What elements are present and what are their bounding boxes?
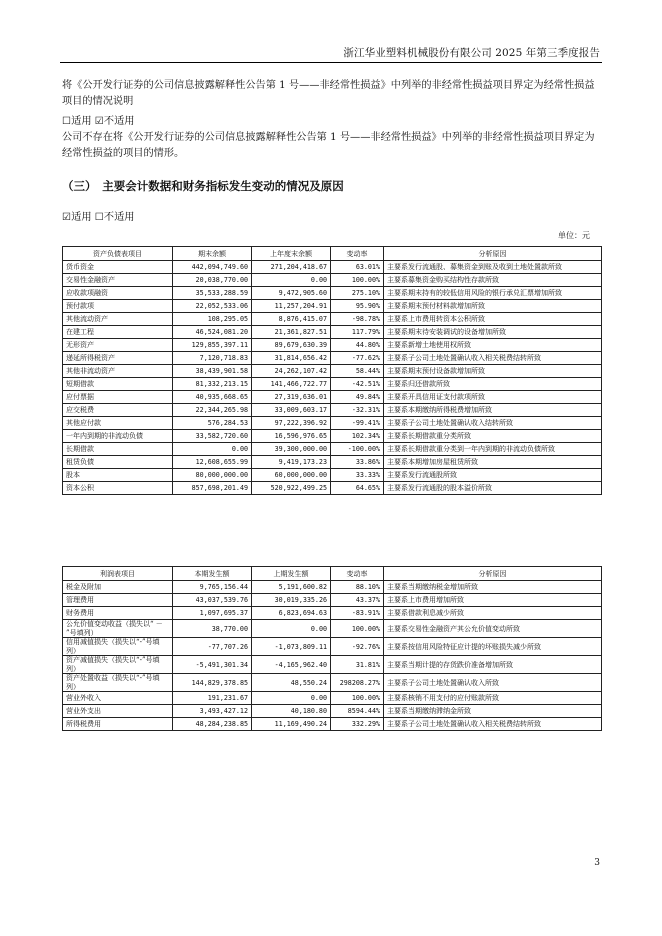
table-row: [63, 656, 602, 674]
table-row: [63, 391, 602, 404]
item-cell: 长期借款: [63, 443, 173, 456]
column-header: 变动率: [331, 567, 384, 581]
prior-value-cell: 89,679,630.39: [252, 339, 331, 352]
prior-value-cell: 33,009,603.17: [252, 404, 331, 417]
change-rate-cell: 33.33%: [331, 469, 384, 482]
item-cell: 其他非流动资产: [63, 365, 173, 378]
table-row: [63, 620, 602, 638]
current-value-cell: 3,493,427.12: [173, 705, 252, 718]
change-rate-cell: 102.34%: [331, 430, 384, 443]
item-cell: 资产处置收益（损失以“-”号填列）: [63, 674, 173, 692]
table-row: [63, 274, 602, 287]
item-cell: 信用减值损失（损失以“-”号填列）: [63, 638, 173, 656]
change-rate-cell: -83.91%: [331, 607, 384, 620]
item-cell: 管理费用: [63, 594, 173, 607]
reason-cell: 主要系长期借款重分类所致: [384, 430, 602, 443]
change-rate-cell: -92.76%: [331, 638, 384, 656]
prior-value-cell: 5,191,600.82: [252, 581, 331, 594]
current-value-cell: 46,524,081.20: [173, 326, 252, 339]
prior-value-cell: 0.00: [252, 692, 331, 705]
change-rate-cell: 8594.44%: [331, 705, 384, 718]
reason-cell: 主要系发行流通股所致: [384, 469, 602, 482]
section-checkbox-status: ☑适用 ☐不适用: [62, 212, 135, 223]
item-cell: 交易性金融资产: [63, 274, 173, 287]
prior-value-cell: 520,922,499.25: [252, 482, 331, 495]
current-value-cell: 35,533,288.59: [173, 287, 252, 300]
current-value-cell: 20,038,770.00: [173, 274, 252, 287]
current-value-cell: 38,439,901.58: [173, 365, 252, 378]
reason-cell: 主要系子公司土地处置确认收入相关税费结转所致: [384, 352, 602, 365]
table-row: [63, 443, 602, 456]
current-value-cell: 0.00: [173, 443, 252, 456]
table-row: [63, 705, 602, 718]
change-rate-cell: 298208.27%: [331, 674, 384, 692]
table-row: [63, 607, 602, 620]
table-header-row: [63, 567, 602, 581]
prior-value-cell: 8,876,415.07: [252, 313, 331, 326]
reason-cell: 主要系期末预付设备款增加所致: [384, 365, 602, 378]
current-value-cell: 108,295.05: [173, 313, 252, 326]
table-row: [63, 581, 602, 594]
prior-value-cell: 11,169,490.24: [252, 718, 331, 731]
table-row: [63, 339, 602, 352]
reason-cell: 主要系子公司土地处置确认收入相关税费结转所致: [384, 718, 602, 731]
change-rate-cell: -32.31%: [331, 404, 384, 417]
item-cell: 资本公积: [63, 482, 173, 495]
current-value-cell: 857,698,201.49: [173, 482, 252, 495]
prior-value-cell: 48,550.24: [252, 674, 331, 692]
reason-cell: 主要系本期缴纳所得税费增加所致: [384, 404, 602, 417]
reason-cell: 主要系当期缴纳滞纳金所致: [384, 705, 602, 718]
prior-value-cell: 31,814,656.42: [252, 352, 331, 365]
change-rate-cell: -99.41%: [331, 417, 384, 430]
current-value-cell: 80,000,000.00: [173, 469, 252, 482]
current-value-cell: 48,284,238.85: [173, 718, 252, 731]
item-cell: 应收款项融资: [63, 287, 173, 300]
table-row: [63, 692, 602, 705]
prior-value-cell: 141,466,722.77: [252, 378, 331, 391]
table-row: [63, 378, 602, 391]
change-rate-cell: 31.81%: [331, 656, 384, 674]
column-header: 上年度末余额: [252, 247, 331, 261]
reason-cell: 主要系当期缴纳税金增加所致: [384, 581, 602, 594]
reason-cell: 主要系交易性金融资产其公允价值变动所致: [384, 620, 602, 638]
intro-paragraph-2: 公司不存在将《公开发行证券的公司信息披露解释性公告第 1 号——非经常性损益》中列举的非经常性损益项目界定为经常性损益的项目的情形。: [62, 132, 595, 159]
item-cell: 其他流动资产: [63, 313, 173, 326]
change-rate-cell: -77.62%: [331, 352, 384, 365]
prior-value-cell: 6,823,694.63: [252, 607, 331, 620]
table-row: [63, 326, 602, 339]
reason-cell: 主要系子公司土地处置确认收入结转所致: [384, 417, 602, 430]
prior-value-cell: 11,257,204.91: [252, 300, 331, 313]
reason-cell: 主要系借款利息减少所致: [384, 607, 602, 620]
item-cell: 无形资产: [63, 339, 173, 352]
current-value-cell: 191,231.67: [173, 692, 252, 705]
table-row: [63, 352, 602, 365]
page-number: 3: [594, 858, 600, 868]
current-value-cell: 12,608,655.99: [173, 456, 252, 469]
prior-value-cell: 30,019,335.26: [252, 594, 331, 607]
change-rate-cell: 49.84%: [331, 391, 384, 404]
reason-cell: 主要系长期借款重分类到一年内到期的非流动负债所致: [384, 443, 602, 456]
current-value-cell: 22,052,533.06: [173, 300, 252, 313]
prior-value-cell: 60,000,000.00: [252, 469, 331, 482]
reason-cell: 主要系开具信用证支付款项所致: [384, 391, 602, 404]
current-value-cell: 129,855,397.11: [173, 339, 252, 352]
table-row: [63, 482, 602, 495]
table-row: [63, 456, 602, 469]
table-row: [63, 718, 602, 731]
table-row: [63, 287, 602, 300]
prior-value-cell: 24,262,107.42: [252, 365, 331, 378]
unit-label: 单位：元: [558, 231, 590, 240]
change-rate-cell: 64.65%: [331, 482, 384, 495]
item-cell: 短期借款: [63, 378, 173, 391]
reason-cell: 主要系当期计提的存货跌价准备增加所致: [384, 656, 602, 674]
change-rate-cell: -42.51%: [331, 378, 384, 391]
item-cell: 在建工程: [63, 326, 173, 339]
reason-cell: 主要系期末待安装调试的设备增加所致: [384, 326, 602, 339]
column-header: 资产负债表项目: [63, 247, 173, 261]
change-rate-cell: 63.01%: [331, 261, 384, 274]
current-value-cell: 22,344,265.98: [173, 404, 252, 417]
item-cell: 其他应付款: [63, 417, 173, 430]
item-cell: 租赁负债: [63, 456, 173, 469]
change-rate-cell: 44.80%: [331, 339, 384, 352]
table-row: [63, 469, 602, 482]
table-header-row: [63, 247, 602, 261]
table-row: [63, 674, 602, 692]
reason-cell: 主要系上市费用转资本公积所致: [384, 313, 602, 326]
prior-value-cell: 39,300,000.00: [252, 443, 331, 456]
section-title: （三） 主要会计数据和财务指标发生变动的情况及原因: [62, 179, 344, 193]
table-row: [63, 417, 602, 430]
column-header: 期末余额: [173, 247, 252, 261]
prior-value-cell: 271,204,418.67: [252, 261, 331, 274]
item-cell: 税金及附加: [63, 581, 173, 594]
change-rate-cell: 100.00%: [331, 274, 384, 287]
prior-value-cell: 40,180.80: [252, 705, 331, 718]
reason-cell: 主要系期末持有的较低信用风险的银行承兑汇票增加所致: [384, 287, 602, 300]
item-cell: 资产减值损失（损失以“-”号填列）: [63, 656, 173, 674]
prior-value-cell: 9,472,905.60: [252, 287, 331, 300]
item-cell: 股本: [63, 469, 173, 482]
current-value-cell: -77,707.26: [173, 638, 252, 656]
reason-cell: 主要系发行流通股、募集资金到账及收到土地处置款所致: [384, 261, 602, 274]
intro-checkbox-status: ☐适用 ☑不适用: [62, 116, 135, 127]
reason-cell: 主要系发行流通股的股本溢价所致: [384, 482, 602, 495]
item-cell: 公允价值变动收益（损失以“ － ”号填列）: [63, 620, 173, 638]
current-value-cell: 43,037,539.76: [173, 594, 252, 607]
intro-paragraph-1: 将《公开发行证券的公司信息披露解释性公告第 1 号——非经常性损益》中列举的非经常性损益项目界定为经常性损益项目的情况说明: [62, 80, 595, 107]
current-value-cell: 81,332,213.15: [173, 378, 252, 391]
change-rate-cell: 43.37%: [331, 594, 384, 607]
current-value-cell: 38,770.00: [173, 620, 252, 638]
reason-cell: 主要系核销不用支付的应付账款所致: [384, 692, 602, 705]
prior-value-cell: 0.00: [252, 274, 331, 287]
current-value-cell: 33,582,720.60: [173, 430, 252, 443]
item-cell: 财务费用: [63, 607, 173, 620]
current-value-cell: 9,765,156.44: [173, 581, 252, 594]
prior-value-cell: 97,222,396.92: [252, 417, 331, 430]
change-rate-cell: 117.79%: [331, 326, 384, 339]
reason-cell: 主要系募集资金购买结构性存款所致: [384, 274, 602, 287]
column-header: 变动率: [331, 247, 384, 261]
item-cell: 应付票据: [63, 391, 173, 404]
change-rate-cell: -100.00%: [331, 443, 384, 456]
income-statement-table: [62, 566, 602, 731]
change-rate-cell: 100.00%: [331, 620, 384, 638]
header-divider: [60, 62, 602, 63]
prior-value-cell: 9,419,173.23: [252, 456, 331, 469]
item-cell: 递延所得税资产: [63, 352, 173, 365]
table-row: [63, 261, 602, 274]
prior-value-cell: -4,165,962.40: [252, 656, 331, 674]
table-row: [63, 594, 602, 607]
reason-cell: 主要系本期增加房屋租赁所致: [384, 456, 602, 469]
report-header-title: 浙江华业塑料机械股份有限公司 2025 年第三季度报告: [343, 47, 600, 59]
item-cell: 预付款项: [63, 300, 173, 313]
reason-cell: 主要系归还借款所致: [384, 378, 602, 391]
current-value-cell: 7,120,718.83: [173, 352, 252, 365]
change-rate-cell: 95.90%: [331, 300, 384, 313]
reason-cell: 主要系子公司土地处置确认收入所致: [384, 674, 602, 692]
item-cell: 营业外收入: [63, 692, 173, 705]
change-rate-cell: 58.44%: [331, 365, 384, 378]
table-row: [63, 430, 602, 443]
balance-sheet-table: [62, 246, 602, 495]
current-value-cell: 144,829,378.85: [173, 674, 252, 692]
prior-value-cell: 27,319,636.01: [252, 391, 331, 404]
column-header: 上期发生额: [252, 567, 331, 581]
column-header: 分析原因: [384, 247, 602, 261]
table-row: [63, 404, 602, 417]
reason-cell: 主要系期末预付材料款增加所致: [384, 300, 602, 313]
table-row: [63, 365, 602, 378]
reason-cell: 主要系新增土地使用权所致: [384, 339, 602, 352]
table-row: [63, 638, 602, 656]
item-cell: 营业外支出: [63, 705, 173, 718]
table-row: [63, 313, 602, 326]
current-value-cell: 576,284.53: [173, 417, 252, 430]
change-rate-cell: 100.00%: [331, 692, 384, 705]
item-cell: 所得税费用: [63, 718, 173, 731]
current-value-cell: 1,097,695.37: [173, 607, 252, 620]
item-cell: 应交税费: [63, 404, 173, 417]
prior-value-cell: 0.00: [252, 620, 331, 638]
item-cell: 货币资金: [63, 261, 173, 274]
reason-cell: 主要系按信用风险特征应计提的坏账损失减少所致: [384, 638, 602, 656]
table-row: [63, 300, 602, 313]
current-value-cell: 40,935,668.65: [173, 391, 252, 404]
column-header: 分析原因: [384, 567, 602, 581]
change-rate-cell: 33.86%: [331, 456, 384, 469]
current-value-cell: 442,094,749.60: [173, 261, 252, 274]
item-cell: 一年内到期的非流动负债: [63, 430, 173, 443]
change-rate-cell: 275.10%: [331, 287, 384, 300]
prior-value-cell: -1,073,809.11: [252, 638, 331, 656]
column-header: 利润表项目: [63, 567, 173, 581]
prior-value-cell: 16,596,976.65: [252, 430, 331, 443]
reason-cell: 主要系上市费用增加所致: [384, 594, 602, 607]
change-rate-cell: 88.10%: [331, 581, 384, 594]
column-header: 本期发生额: [173, 567, 252, 581]
change-rate-cell: -98.78%: [331, 313, 384, 326]
current-value-cell: -5,491,301.34: [173, 656, 252, 674]
change-rate-cell: 332.29%: [331, 718, 384, 731]
prior-value-cell: 21,361,827.51: [252, 326, 331, 339]
